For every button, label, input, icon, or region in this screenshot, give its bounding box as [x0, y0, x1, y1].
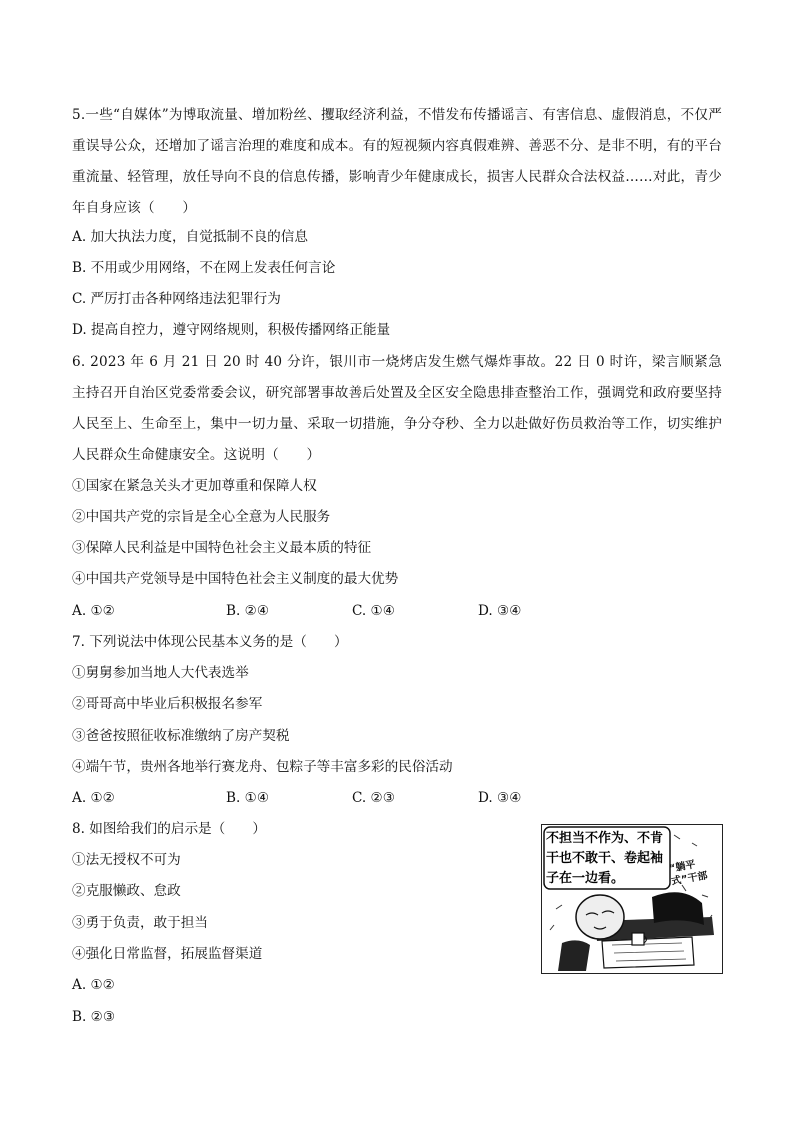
q5-option-a: A. 加大执法力度，自觉抵制不良的信息 [72, 229, 308, 245]
q7-stem: 7. 下列说法中体现公民基本义务的是（ ） [72, 634, 348, 650]
q5-option-d: D. 提高自控力，遵守网络规则，积极传播网络正能量 [72, 322, 391, 338]
q6-statement-4: ④中国共产党领导是中国特色社会主义制度的最大优势 [72, 571, 399, 587]
cartoon-image [541, 824, 723, 974]
cartoon-speech-bubble: 不担当不作为、不肯干也不敢干、卷起袖子在一边看。 [546, 831, 664, 886]
q7-statement-1: ①舅舅参加当地人大代表选举 [72, 665, 249, 681]
q6-stem: 6. 2023 年 6 月 21 日 20 时 40 分许，银川市一烧烤店发生燃气爆炸事故。22 日 0 时许，梁言顺紧急主持召开自治区党委常委会议，研究部署事故善后处置及全区安全隐患排查整治工作，强调党和政府要坚持人民至上、生命至上，集中一切力量、采取一切措施，争分夺秒、全力以赴做好伤员救治等工作，切实维护人民群众生命健康安全。这说明（ ） [72, 354, 722, 463]
q8-stem: 8. 如图给我们的启示是（ ） [72, 821, 267, 837]
q8-statement-2: ②克服懒政、怠政 [72, 883, 181, 899]
q7-choice-d: D. ③④ [478, 790, 522, 806]
q7-choice-b: B. ①④ [226, 790, 270, 806]
q7-statement-4: ④端午节，贵州各地举行赛龙舟、包粽子等丰富多彩的民俗活动 [72, 759, 453, 775]
q6-statement-1: ①国家在紧急关头才更加尊重和保障人权 [72, 478, 317, 494]
q5-stem: 5.一些“自媒体”为博取流量、增加粉丝、攫取经济利益，不惜发布传播谣言、有害信息、虚假消息，不仅严重误导公众，还增加了谣言治理的难度和成本。有的短视频内容真假难辨、善恶不分、是非不明，有的平台重流量、轻管理，放任导向不良的信息传播，影响青少年健康成长，损害人民群众合法权益……对此，青少年自身应该（ ） [72, 107, 722, 216]
q8-choice-b: B. ②③ [72, 1009, 116, 1025]
q7-statement-3: ③爸爸按照征收标准缴纳了房产契税 [72, 728, 290, 744]
q8-statement-4: ④强化日常监督，拓展监督渠道 [72, 946, 263, 962]
q7-statement-2: ②哥哥高中毕业后积极报名参军 [72, 696, 263, 712]
cartoon-caption-tag: “躺平式”干部 [668, 859, 709, 888]
q6-choice-d: D. ③④ [478, 603, 522, 619]
q6-choice-a: A. ①② [72, 603, 115, 619]
q8-statement-3: ③勇于负责，敢于担当 [72, 915, 208, 931]
q7-choice-c: C. ②③ [352, 790, 395, 806]
q6-choice-c: C. ①④ [352, 603, 395, 619]
q8-statement-1: ①法无授权不可为 [72, 852, 181, 868]
q6-statement-3: ③保障人民利益是中国特色社会主义最本质的特征 [72, 540, 372, 556]
q7-choice-a: A. ①② [72, 790, 115, 806]
q5-option-c: C. 严厉打击各种网络违法犯罪行为 [72, 291, 281, 307]
q8-choice-a: A. ①② [72, 977, 115, 993]
q5-option-b: B. 不用或少用网络，不在网上发表任何言论 [72, 260, 336, 276]
q6-statement-2: ②中国共产党的宗旨是全心全意为人民服务 [72, 509, 331, 525]
q6-choice-b: B. ②④ [226, 603, 270, 619]
